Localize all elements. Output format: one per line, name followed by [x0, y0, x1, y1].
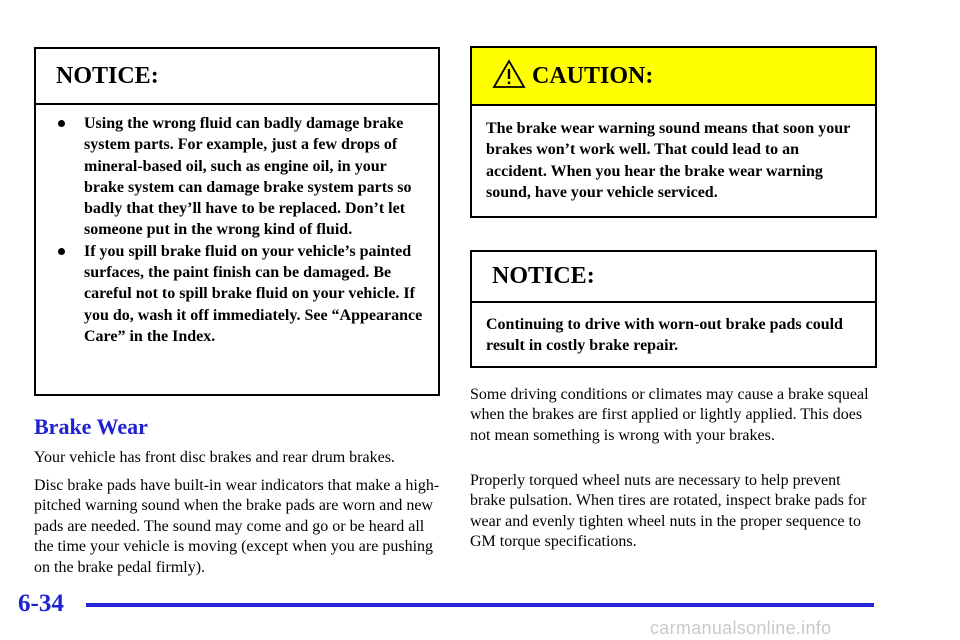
list-item [50, 241, 426, 347]
notice-title: NOTICE: [56, 62, 159, 89]
paragraph: Properly torqued wheel nuts are necessary to help prevent brake pulsation. When tires are rotated, inspect brake pads for wear and evenly tighten wheel nuts in the proper sequence to GM torque specifications. [470, 472, 867, 551]
notice-header [36, 49, 438, 105]
caution-body [472, 106, 875, 203]
paragraph: Your vehicle has front disc brakes and rear drum brakes. [34, 449, 395, 466]
notice-header [472, 252, 875, 303]
notice-title: NOTICE: [492, 263, 595, 289]
notice-text: Continuing to drive with worn-out brake pads could result in costly brake repair. [486, 316, 843, 355]
bullet-text: If you spill brake fluid on your vehicle’s painted surfaces, the paint finish can be damaged. Be careful not to spill brake fluid on your vehicle. If you do, wash it off immediately. See “Appearance Care” in the Index. [84, 242, 423, 345]
paragraph: Some driving conditions or climates may cause a brake squeal when the brakes are first applied or lightly applied. This does not mean something is wrong with your brakes. [470, 386, 869, 444]
notice-box-right [470, 250, 877, 368]
notice-bullet-list [50, 113, 426, 347]
bullet-icon [58, 120, 65, 127]
bullet-icon [58, 248, 65, 255]
notice-box-left [34, 47, 440, 396]
section-heading: Brake Wear [34, 414, 148, 439]
page-number: 6-34 [18, 590, 64, 617]
notice-body [472, 303, 875, 357]
caution-text: The brake wear warning sound means that soon your brakes won’t work well. That could lead to an accident. When you hear the brake wear warning sound, have your vehicle serviced. [486, 120, 850, 201]
caution-box [470, 46, 877, 218]
paragraph: Disc brake pads have built-in wear indicators that make a high-pitched warning sound when the brake pads are worn and new pads are needed. The sound may come and go or be heard all the time your vehicle is moving (except when you are pushing on the brake pedal firmly). [34, 477, 440, 576]
notice-body [36, 105, 438, 347]
list-item [50, 113, 426, 241]
warning-triangle-icon [492, 59, 526, 89]
bullet-text: Using the wrong fluid can badly damage brake system parts. For example, just a few drops of mineral-based oil, such as engine oil, in your brake system can damage brake system parts so badly that they’ll have to be replaced. Don’t let someone put in the wrong kind of fluid. [84, 115, 412, 239]
caution-header [472, 48, 875, 106]
caution-title: CAUTION: [532, 62, 654, 89]
watermark: carmanualsonline.info [650, 618, 832, 638]
footer-rule [86, 603, 874, 607]
